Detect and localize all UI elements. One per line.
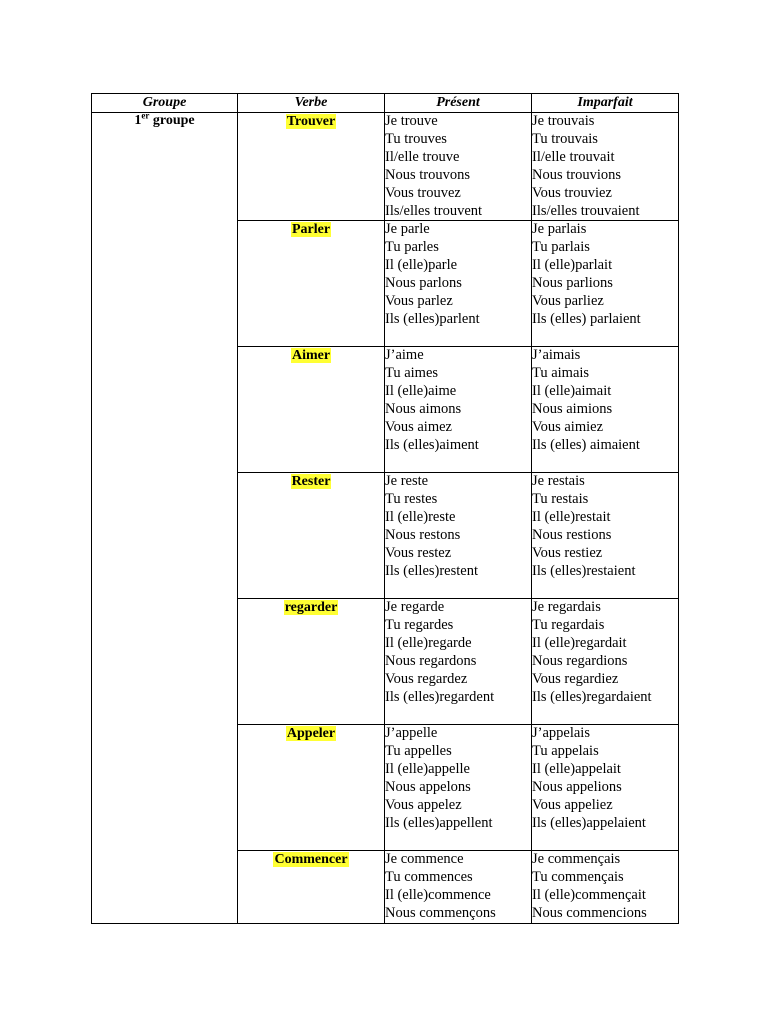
imparfait-form: Tu appelais (532, 743, 599, 760)
present-form: Tu appelles (385, 743, 452, 760)
present-forms-cell (385, 851, 532, 924)
present-form: Nous appelons (385, 779, 471, 796)
verb-name: Parler (291, 222, 331, 238)
verb-cell (238, 113, 385, 221)
imparfait-form: Ils (elles) parlaient (532, 310, 641, 327)
present-form: Vous trouvez (385, 184, 461, 201)
present-form: Je parle (385, 221, 430, 238)
present-form: Vous aimez (385, 419, 452, 436)
imparfait-form: Tu aimais (532, 365, 590, 382)
imparfait-form: Nous parlions (532, 275, 613, 292)
present-form: Tu aimes (385, 365, 439, 382)
imparfait-form: Nous regardions (532, 653, 628, 670)
imparfait-forms-cell (532, 221, 679, 347)
present-form: Il (elle)reste (385, 509, 456, 526)
header-imparfait: Imparfait (532, 94, 679, 113)
imparfait-form: Il (elle)appelait (532, 761, 621, 778)
imparfait-form: Il (elle)regardait (532, 635, 627, 652)
imparfait-form: Il/elle trouvait (532, 148, 615, 165)
imparfait-forms-cell (532, 851, 679, 924)
verb-name: Aimer (291, 348, 331, 364)
imparfait-forms-cell (532, 113, 679, 221)
verb-name: Rester (291, 474, 331, 490)
present-form: Ils (elles)appellent (385, 814, 493, 831)
present-form: Nous parlons (385, 275, 462, 292)
imparfait-form: Je parlais (532, 221, 587, 238)
imparfait-form: Vous parliez (532, 293, 604, 310)
present-form: Tu trouves (385, 130, 447, 147)
present-form: Ils (elles)parlent (385, 310, 480, 327)
present-forms-cell (385, 725, 532, 851)
present-form: Il (elle)parle (385, 257, 458, 274)
imparfait-forms-cell (532, 473, 679, 599)
imparfait-form: Il (elle)commençait (532, 887, 646, 904)
present-forms-cell (385, 599, 532, 725)
imparfait-form: Ils (elles)appelaient (532, 814, 646, 831)
imparfait-form: Tu trouvais (532, 130, 598, 147)
imparfait-form: Nous commencions (532, 905, 647, 922)
imparfait-form: Je trouvais (532, 113, 595, 129)
present-form: Tu parles (385, 239, 439, 256)
present-form: Nous regardons (385, 653, 477, 670)
imparfait-form: Ils (elles) aimaient (532, 436, 640, 453)
imparfait-form: Vous regardiez (532, 671, 619, 688)
present-forms-cell (385, 473, 532, 599)
present-form: Ils/elles trouvent (385, 202, 483, 219)
conjugation-table (91, 93, 679, 924)
present-form: J’appelle (385, 725, 438, 742)
present-forms-cell (385, 113, 532, 221)
verb-cell (238, 347, 385, 473)
present-form: Ils (elles)restent (385, 562, 479, 579)
present-form: Je regarde (385, 599, 445, 616)
imparfait-form: Nous aimions (532, 401, 613, 418)
present-form: Il (elle)aime (385, 383, 457, 400)
imparfait-forms-cell (532, 599, 679, 725)
verb-name: regarder (284, 600, 338, 616)
present-form: J’aime (385, 347, 424, 364)
imparfait-form: Ils (elles)regardaient (532, 688, 652, 705)
imparfait-form: Vous restiez (532, 545, 603, 562)
imparfait-form: Je regardais (532, 599, 601, 616)
header-row (92, 94, 679, 113)
group-cell (92, 110, 238, 924)
imparfait-form: J’aimais (532, 347, 581, 364)
verb-cell (238, 851, 385, 924)
imparfait-form: J’appelais (532, 725, 590, 742)
header-groupe: Groupe (92, 94, 238, 113)
imparfait-form: Tu commençais (532, 869, 624, 886)
verb-cell (238, 725, 385, 851)
imparfait-form: Ils/elles trouvaient (532, 202, 640, 219)
imparfait-form: Ils (elles)restaient (532, 562, 636, 579)
verb-cell (238, 221, 385, 347)
present-form: Je commence (385, 851, 464, 868)
imparfait-form: Nous restions (532, 527, 612, 544)
imparfait-form: Il (elle)aimait (532, 383, 612, 400)
present-form: Il (elle)commence (385, 887, 491, 904)
present-form: Ils (elles)aiment (385, 436, 479, 453)
present-form: Il (elle)regarde (385, 635, 472, 652)
present-form: Tu commences (385, 869, 473, 886)
imparfait-form: Vous trouviez (532, 184, 612, 201)
imparfait-form: Tu regardais (532, 617, 605, 634)
group-suffix: er (141, 110, 150, 121)
present-form: Vous parlez (385, 293, 453, 310)
present-form: Nous aimons (385, 401, 462, 418)
imparfait-form: Nous trouvions (532, 166, 622, 183)
present-form: Vous regardez (385, 671, 468, 688)
imparfait-form: Vous appeliez (532, 797, 613, 814)
imparfait-form: Je restais (532, 473, 585, 490)
present-forms-cell (385, 221, 532, 347)
imparfait-form: Il (elle)restait (532, 509, 611, 526)
present-form: Nous trouvons (385, 166, 470, 183)
present-form: Il (elle)appelle (385, 761, 470, 778)
present-form: Vous restez (385, 545, 452, 562)
present-form: Nous commençons (385, 905, 496, 922)
verb-name: Trouver (286, 114, 336, 129)
present-form: Je trouve (385, 113, 438, 129)
imparfait-forms-cell (532, 347, 679, 473)
verb-name: Commencer (274, 852, 348, 868)
group-label: groupe (152, 113, 195, 128)
verb-cell (238, 599, 385, 725)
imparfait-form: Vous aimiez (532, 419, 604, 436)
present-form: Tu restes (385, 491, 438, 508)
imparfait-form: Il (elle)parlait (532, 257, 613, 274)
header-present: Présent (385, 94, 532, 113)
group-number: 1 (134, 113, 142, 128)
imparfait-form: Je commençais (532, 851, 621, 868)
present-forms-cell (385, 347, 532, 473)
verb-cell (238, 473, 385, 599)
present-form: Il/elle trouve (385, 148, 460, 165)
present-form: Ils (elles)regardent (385, 688, 495, 705)
present-form: Je reste (385, 473, 429, 490)
present-form: Tu regardes (385, 617, 454, 634)
imparfait-forms-cell (532, 725, 679, 851)
imparfait-form: Nous appelions (532, 779, 622, 796)
imparfait-form: Tu parlais (532, 239, 590, 256)
imparfait-form: Tu restais (532, 491, 589, 508)
verb-name: Appeler (286, 726, 336, 742)
verb-row (92, 113, 679, 221)
present-form: Vous appelez (385, 797, 462, 814)
present-form: Nous restons (385, 527, 461, 544)
header-verbe: Verbe (238, 94, 385, 113)
